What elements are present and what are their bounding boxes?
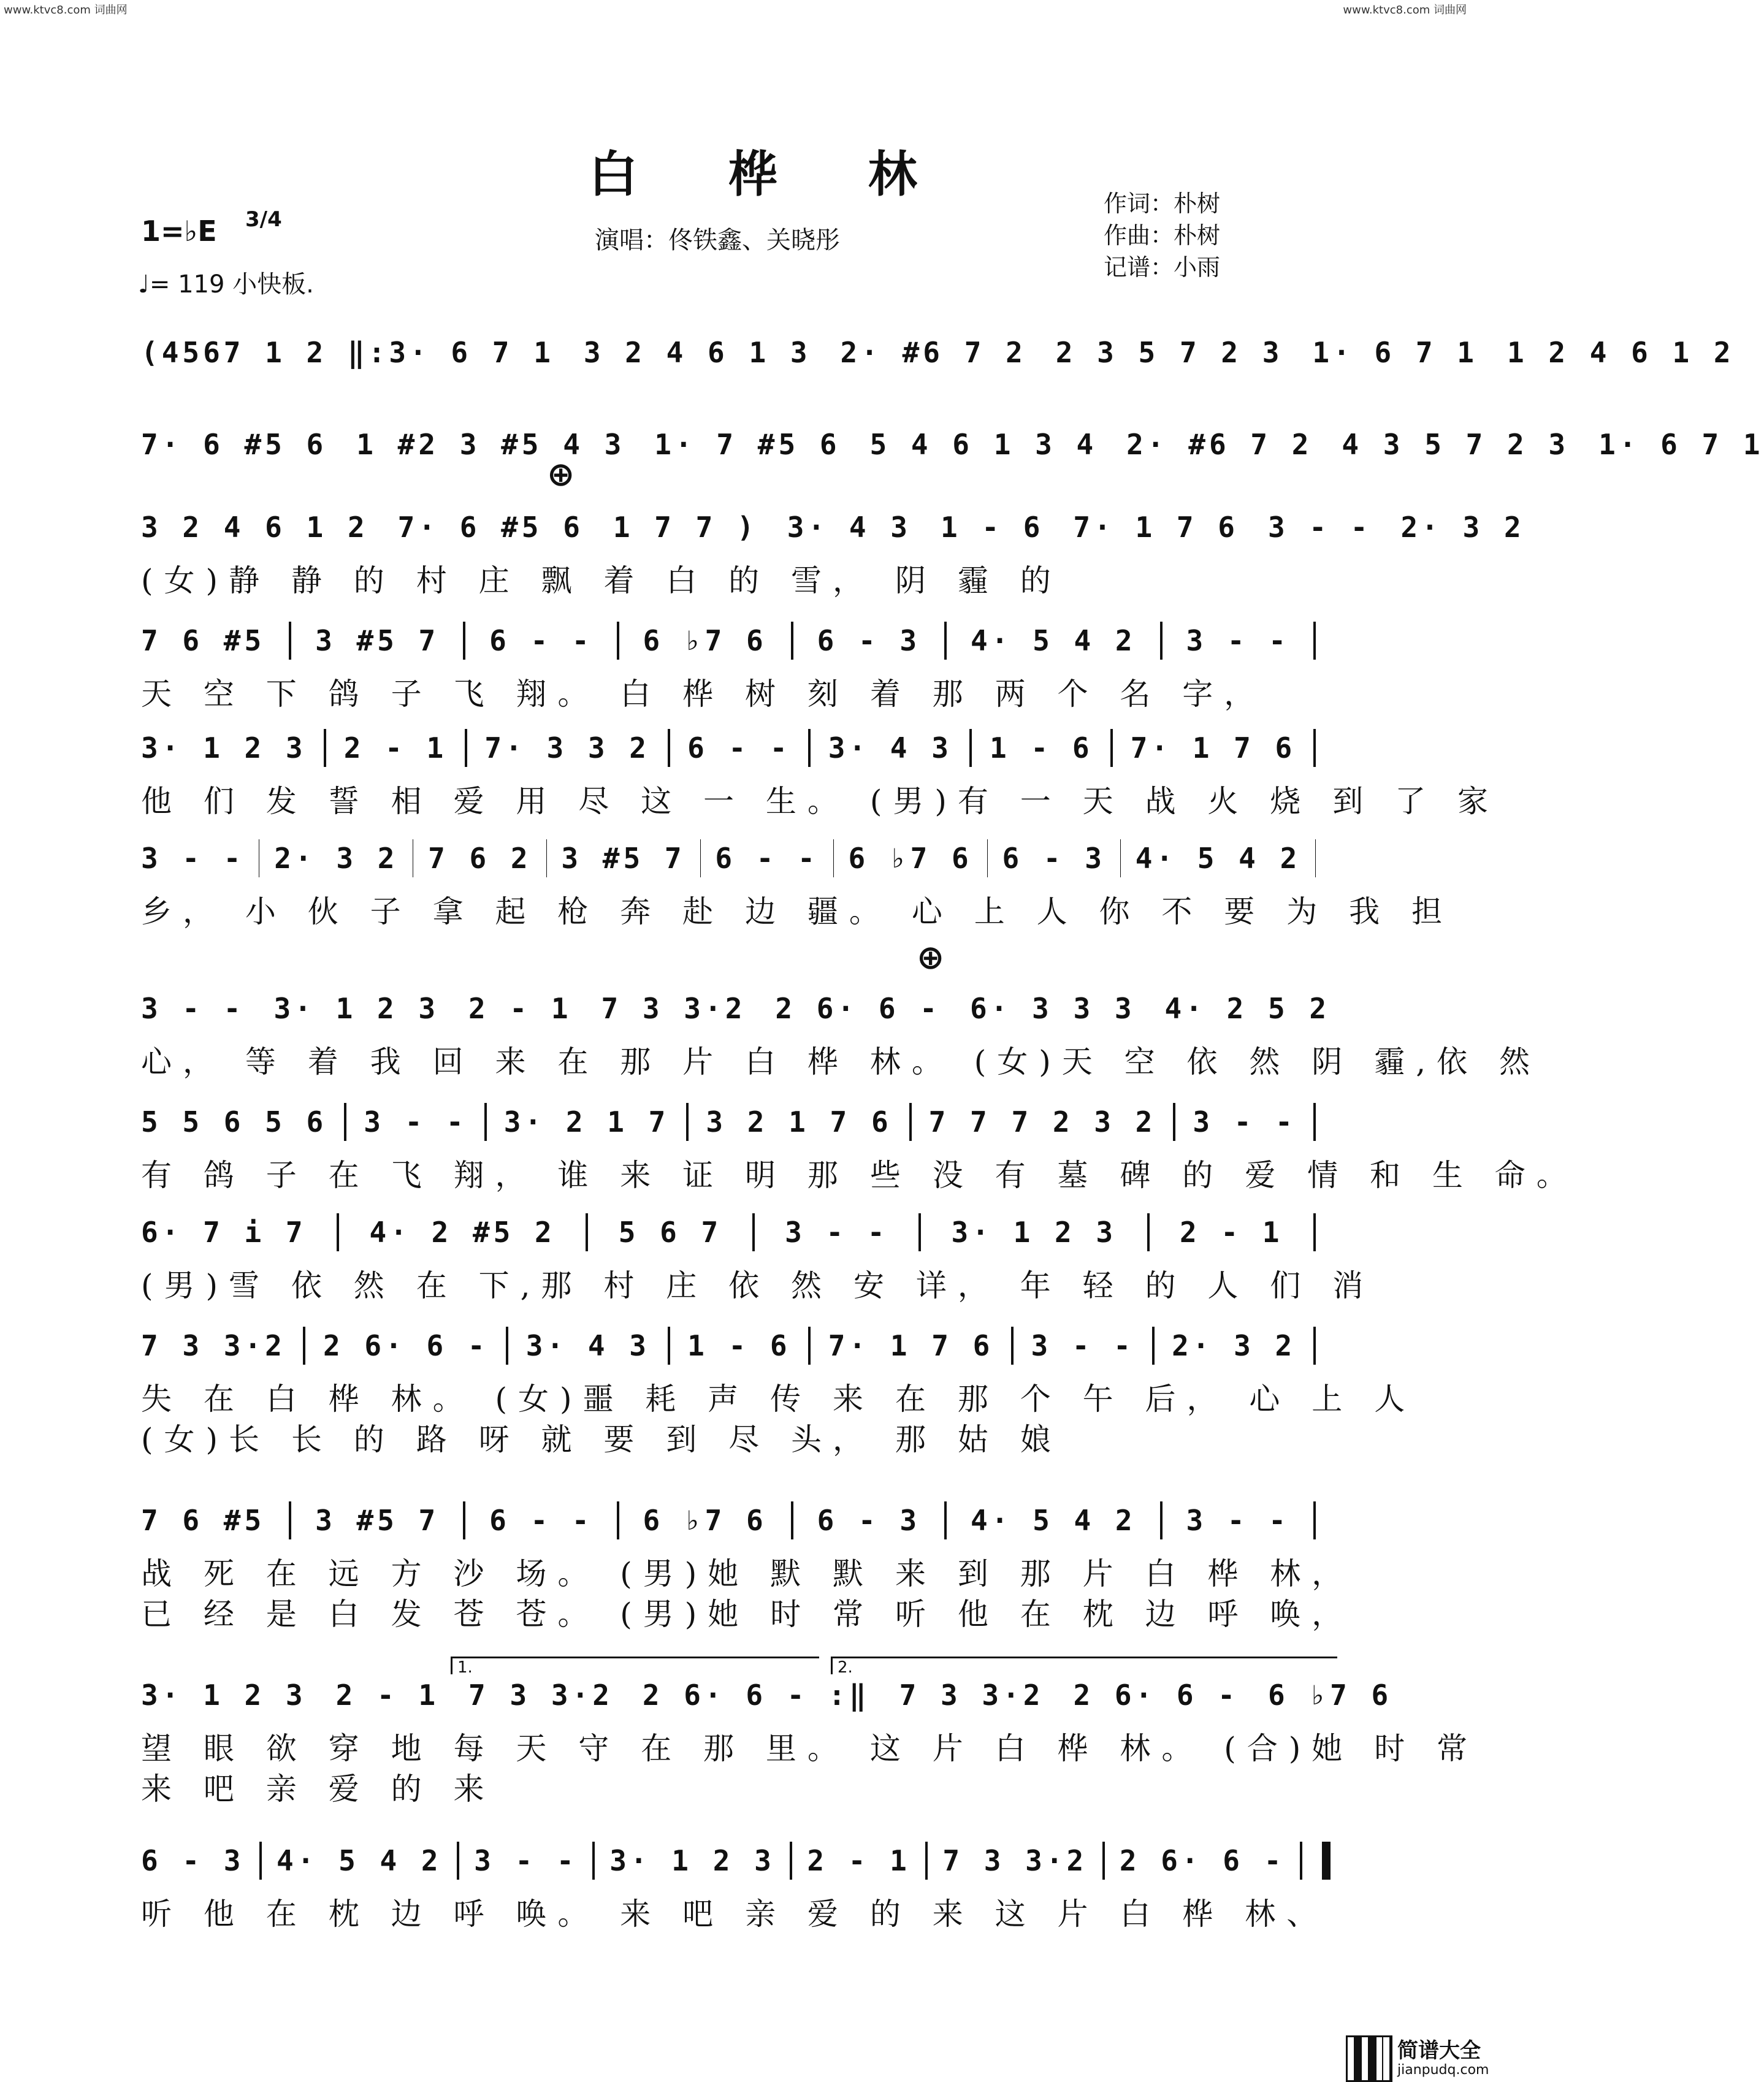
barline bbox=[1313, 729, 1316, 767]
measure: 6 ♭7 6 bbox=[1268, 1679, 1392, 1712]
measure: 3 - - bbox=[141, 992, 245, 1025]
measure: 4· 2 #5 2 bbox=[369, 1216, 556, 1249]
barline bbox=[969, 729, 972, 767]
measure: 2 6· 6 - bbox=[1119, 1844, 1285, 1877]
song-title: 白 桦 林 bbox=[589, 145, 954, 203]
measure: 3 - - bbox=[1267, 511, 1372, 544]
measure: 4· 5 4 2 bbox=[277, 1844, 442, 1877]
measure: 5 6 7 bbox=[618, 1216, 722, 1249]
measure: 6 - 3 bbox=[141, 1844, 245, 1877]
lyric-line: 失 在 白 桦 林。 (女)噩 耗 声 传 来 在 那 个 午 后， 心 上 人 bbox=[141, 1381, 1416, 1417]
measure: 2 - 1 bbox=[343, 731, 448, 765]
measure: 4· 5 4 2 bbox=[1135, 842, 1301, 875]
measure: 6· 7 i 7 bbox=[141, 1216, 307, 1249]
barline bbox=[506, 1327, 508, 1365]
barline bbox=[1313, 1213, 1316, 1251]
measure: 2 6· 6 - :‖ bbox=[642, 1679, 870, 1712]
barline bbox=[791, 622, 793, 660]
notation-line bbox=[141, 1839, 1331, 1882]
measure: 6 - 3 bbox=[817, 1504, 921, 1537]
measure: 3 - - bbox=[1186, 624, 1289, 657]
composer: 作曲：朴树 bbox=[1104, 222, 1221, 249]
barline bbox=[790, 1842, 792, 1880]
measure: 2· 3 2 bbox=[1400, 511, 1525, 544]
lyric-line-second-verse: 已 经 是 白 发 苍 苍。 (男)她 时 常 听 他 在 枕 边 呼 唤， bbox=[141, 1596, 1354, 1632]
measure: 6 ♭7 6 bbox=[643, 1504, 767, 1537]
notation-line bbox=[141, 423, 1764, 466]
measure: 3 - - bbox=[364, 1105, 467, 1138]
measure: 7 6 #5 bbox=[141, 1504, 265, 1537]
barline bbox=[289, 622, 291, 660]
measure: 1· 6 7 1 bbox=[1312, 336, 1478, 369]
credits bbox=[1104, 188, 1220, 283]
measure: 3 2 1 7 6 bbox=[706, 1105, 892, 1138]
measure: 3 - - bbox=[785, 1216, 888, 1249]
measure: 3· 1 2 3 bbox=[951, 1216, 1117, 1249]
music-system bbox=[141, 1324, 1416, 1465]
measure: 6 - - bbox=[687, 731, 791, 765]
barline bbox=[700, 839, 701, 877]
barline bbox=[463, 622, 465, 660]
header-watermark-left: www.ktvc8.com 词曲网 bbox=[4, 4, 128, 17]
lyric-line: 战 死 在 远 方 沙 场。 (男)她 默 默 来 到 那 片 白 桦 林， bbox=[141, 1556, 1354, 1592]
measure: 7 3 3·2 bbox=[468, 1679, 613, 1712]
measure: 6 - 3 bbox=[817, 624, 921, 657]
measure: 3· 4 3 bbox=[787, 511, 911, 544]
measure: 2· 3 2 bbox=[274, 842, 399, 875]
barline bbox=[925, 1842, 928, 1880]
measure: 3· 2 1 7 bbox=[503, 1105, 670, 1138]
barline bbox=[324, 729, 326, 767]
barline bbox=[918, 1213, 921, 1251]
lyric-line: 望 眼 欲 穿 地 每 天 守 在 那 里。 这 片 白 桦 林。 (合)她 时 常 bbox=[141, 1731, 1479, 1766]
measure: 1· 6 7 1 bbox=[1598, 428, 1764, 461]
time-signature: 3/4 bbox=[245, 207, 282, 232]
notation-line bbox=[141, 1211, 1331, 1254]
lyric-line: 有 鸽 子 在 飞 翔， 谁 来 证 明 那 些 没 有 墓 碑 的 爱 情 和 生 命。 bbox=[141, 1157, 1578, 1193]
lyric-line-second-verse: (女)长 长 的 路 呀 就 要 到 尽 头， 那 姑 娘 bbox=[141, 1422, 1062, 1457]
barline bbox=[791, 1501, 793, 1539]
barline bbox=[303, 1327, 305, 1365]
measure: 3· 4 3 bbox=[525, 1329, 650, 1362]
barline bbox=[1102, 1842, 1105, 1880]
barline bbox=[1147, 1213, 1150, 1251]
final-barline bbox=[1322, 1842, 1331, 1880]
measure: 6 ♭7 6 bbox=[643, 624, 767, 657]
lyric-line: (男)雪 依 然 在 下,那 村 庄 依 然 安 详， 年 轻 的 人 们 消 bbox=[141, 1268, 1375, 1303]
music-system bbox=[141, 837, 1453, 941]
measure: 2· #6 7 2 bbox=[1126, 428, 1313, 461]
barline bbox=[1160, 1501, 1163, 1539]
measure: 7 3 3·2 bbox=[899, 1679, 1044, 1712]
measure: 3· 1 2 3 bbox=[141, 1679, 307, 1712]
music-system bbox=[141, 1100, 1578, 1205]
barline bbox=[752, 1213, 755, 1251]
barline bbox=[586, 1213, 588, 1251]
barline bbox=[944, 622, 947, 660]
barline bbox=[259, 1842, 262, 1880]
barline bbox=[617, 1501, 619, 1539]
lyric-line: 他 们 发 誓 相 爱 用 尽 这 一 生。 (男)有 一 天 战 火 烧 到 了 家 bbox=[141, 784, 1499, 819]
measure: 2 - 1 bbox=[807, 1844, 911, 1877]
measure: 7 6 #5 bbox=[141, 624, 265, 657]
measure: 6· 3 3 3 bbox=[969, 992, 1136, 1025]
measure: 2 6· 6 - bbox=[1073, 1679, 1239, 1712]
header-watermark-right: www.ktvc8.com 词曲网 bbox=[1343, 4, 1467, 17]
measure: 3 2 4 6 1 3 bbox=[583, 336, 811, 369]
barline bbox=[592, 1842, 595, 1880]
barline bbox=[289, 1501, 291, 1539]
music-system bbox=[141, 506, 1525, 610]
barline bbox=[1313, 1501, 1316, 1539]
barline bbox=[686, 1103, 689, 1141]
measure: 2· 3 2 bbox=[1172, 1329, 1296, 1362]
measure: 6 - - bbox=[489, 624, 593, 657]
notation-line bbox=[141, 331, 1735, 374]
music-system bbox=[141, 331, 1735, 435]
notation-line bbox=[141, 1100, 1331, 1143]
barline bbox=[833, 839, 834, 877]
measure: 7 3 3·2 bbox=[141, 1329, 286, 1362]
measure: 3· 1 2 3 bbox=[273, 992, 440, 1025]
footer-logo bbox=[1346, 2035, 1489, 2082]
barline bbox=[465, 729, 467, 767]
measure: 7 7 7 2 3 2 bbox=[928, 1105, 1156, 1138]
music-system bbox=[141, 619, 1331, 723]
measure: 4· 5 4 2 bbox=[971, 624, 1136, 657]
music-system bbox=[141, 1839, 1331, 1943]
measure: 7· 3 3 2 bbox=[484, 731, 650, 765]
measure: 1 2 4 6 1 2 bbox=[1506, 336, 1735, 369]
barline bbox=[337, 1213, 339, 1251]
measure: 1 - 6 bbox=[990, 731, 1093, 765]
measure: 7 3 3·2 bbox=[942, 1844, 1088, 1877]
logo-url: jianpudq.com bbox=[1397, 2062, 1489, 2078]
notation-line bbox=[141, 987, 1331, 1030]
measure: 3 - - bbox=[141, 842, 245, 875]
notation-line bbox=[141, 837, 1331, 880]
lyricist: 作词：朴树 bbox=[1104, 190, 1221, 217]
measure: 4· 2 5 2 bbox=[1164, 992, 1331, 1025]
barline bbox=[1011, 1327, 1014, 1365]
barline bbox=[1313, 1103, 1316, 1141]
barline bbox=[457, 1842, 459, 1880]
barline bbox=[1173, 1103, 1175, 1141]
measure: 1 7 7 ) bbox=[613, 511, 758, 544]
barline bbox=[617, 622, 619, 660]
measure: 7 6 2 bbox=[428, 842, 532, 875]
measure: 3 - - bbox=[1031, 1329, 1134, 1362]
barline bbox=[1313, 1327, 1316, 1365]
barline bbox=[1315, 839, 1316, 877]
measure: 3· 1 2 3 bbox=[609, 1844, 775, 1877]
measure: 3 2 4 6 1 2 bbox=[141, 511, 368, 544]
measure: 2· #6 7 2 bbox=[840, 336, 1026, 369]
barline bbox=[1300, 1842, 1302, 1880]
barline bbox=[1120, 839, 1121, 877]
measure: 7 3 3·2 bbox=[601, 992, 746, 1025]
barline bbox=[484, 1103, 487, 1141]
measure: 6 ♭7 6 bbox=[848, 842, 972, 875]
measure: 7· 6 #5 6 bbox=[141, 428, 327, 461]
measure: 6 - - bbox=[489, 1504, 593, 1537]
measure: 3 - - bbox=[1193, 1105, 1296, 1138]
measure: 2 - 1 bbox=[1180, 1216, 1283, 1249]
music-system bbox=[141, 1658, 1479, 1815]
tempo-marking: ♩= 119 小快板. bbox=[138, 270, 314, 299]
measure: 2 - 1 bbox=[335, 1679, 440, 1712]
notation-line bbox=[141, 1674, 1392, 1717]
notation-line bbox=[141, 726, 1331, 769]
measure: 4 3 5 7 2 3 bbox=[1342, 428, 1570, 461]
lyric-line: (女)静 静 的 村 庄 飘 着 白 的 雪， 阴 霾 的 bbox=[141, 563, 1062, 598]
measure: 3 - - bbox=[1186, 1504, 1289, 1537]
measure: 2 6· 6 - bbox=[775, 992, 941, 1025]
music-system bbox=[141, 726, 1499, 831]
measure: 7· 1 7 6 bbox=[1073, 511, 1239, 544]
volta-first-ending: 1. bbox=[451, 1657, 819, 1674]
music-system bbox=[141, 1211, 1375, 1315]
lyric-line: 乡， 小 伙 子 拿 起 枪 奔 赴 边 疆。 心 上 人 你 不 要 为 我 担 bbox=[141, 894, 1453, 929]
barline bbox=[668, 1327, 670, 1365]
measure: 1 #2 3 #5 4 3 bbox=[356, 428, 625, 461]
measure: 5 5 6 5 6 bbox=[141, 1105, 327, 1138]
measure: 3 #5 7 bbox=[315, 1504, 440, 1537]
measure: 1· 7 #5 6 bbox=[654, 428, 841, 461]
measure: (4567 1 2 ‖:3· 6 7 1 bbox=[141, 336, 554, 369]
notation-line bbox=[141, 619, 1331, 662]
measure: 2 6· 6 - bbox=[323, 1329, 489, 1362]
barline bbox=[463, 1501, 465, 1539]
lyric-line: 心， 等 着 我 回 来 在 那 片 白 桦 林。 (女)天 空 依 然 阴 霾,依 然 bbox=[141, 1044, 1541, 1080]
barline bbox=[344, 1103, 346, 1141]
lyric-line: 听 他 在 枕 边 呼 唤。 来 吧 亲 爱 的 来 这 片 白 桦 林、 bbox=[141, 1896, 1329, 1932]
transcriber: 记谱：小雨 bbox=[1104, 254, 1221, 281]
barline bbox=[1152, 1327, 1155, 1365]
volta-second-ending: 2. bbox=[831, 1657, 1337, 1674]
measure: 5 4 6 1 3 4 bbox=[869, 428, 1098, 461]
notation-line bbox=[141, 1499, 1331, 1542]
barline bbox=[808, 1327, 811, 1365]
measure: 6 - 3 bbox=[1002, 842, 1105, 875]
measure: 3 #5 7 bbox=[315, 624, 440, 657]
measure: 7· 6 #5 6 bbox=[397, 511, 584, 544]
key-signature: 1=♭E bbox=[141, 215, 217, 248]
barline bbox=[987, 839, 988, 877]
coda-sign: ⊕ bbox=[917, 938, 945, 977]
logo-text: 简谱大全 bbox=[1397, 2038, 1481, 2063]
notation-line bbox=[141, 506, 1525, 549]
measure: 7· 1 7 6 bbox=[1130, 731, 1296, 765]
measure: 3 #5 7 bbox=[561, 842, 685, 875]
barline bbox=[1160, 622, 1163, 660]
barline bbox=[546, 839, 547, 877]
singers: 演唱：佟铁鑫、关晓彤 bbox=[595, 226, 840, 254]
measure: 4· 5 4 2 bbox=[971, 1504, 1136, 1537]
measure: 7· 1 7 6 bbox=[828, 1329, 994, 1362]
barline bbox=[808, 729, 811, 767]
measure: 1 - 6 bbox=[687, 1329, 791, 1362]
measure: 3· 1 2 3 bbox=[141, 731, 307, 765]
coda-sign: ⊕ bbox=[547, 455, 575, 494]
measure: 1 - 6 bbox=[940, 511, 1044, 544]
lyric-line: 天 空 下 鸽 子 飞 翔。 白 桦 树 刻 着 那 两 个 名 字， bbox=[141, 676, 1266, 712]
measure: 2 - 1 bbox=[468, 992, 572, 1025]
barline bbox=[909, 1103, 912, 1141]
piano-icon bbox=[1346, 2035, 1392, 2082]
measure: 6 - - bbox=[715, 842, 819, 875]
measure: 3 - - bbox=[474, 1844, 578, 1877]
barline bbox=[668, 729, 670, 767]
music-system bbox=[141, 987, 1541, 1091]
measure: 2 3 5 7 2 3 bbox=[1055, 336, 1283, 369]
lyric-line-second-verse: 来 吧 亲 爱 的 来 bbox=[141, 1771, 495, 1807]
notation-line bbox=[141, 1324, 1331, 1367]
measure: 3· 4 3 bbox=[828, 731, 952, 765]
barline bbox=[1313, 622, 1316, 660]
barline bbox=[1110, 729, 1113, 767]
barline bbox=[944, 1501, 947, 1539]
music-system bbox=[141, 1499, 1354, 1640]
